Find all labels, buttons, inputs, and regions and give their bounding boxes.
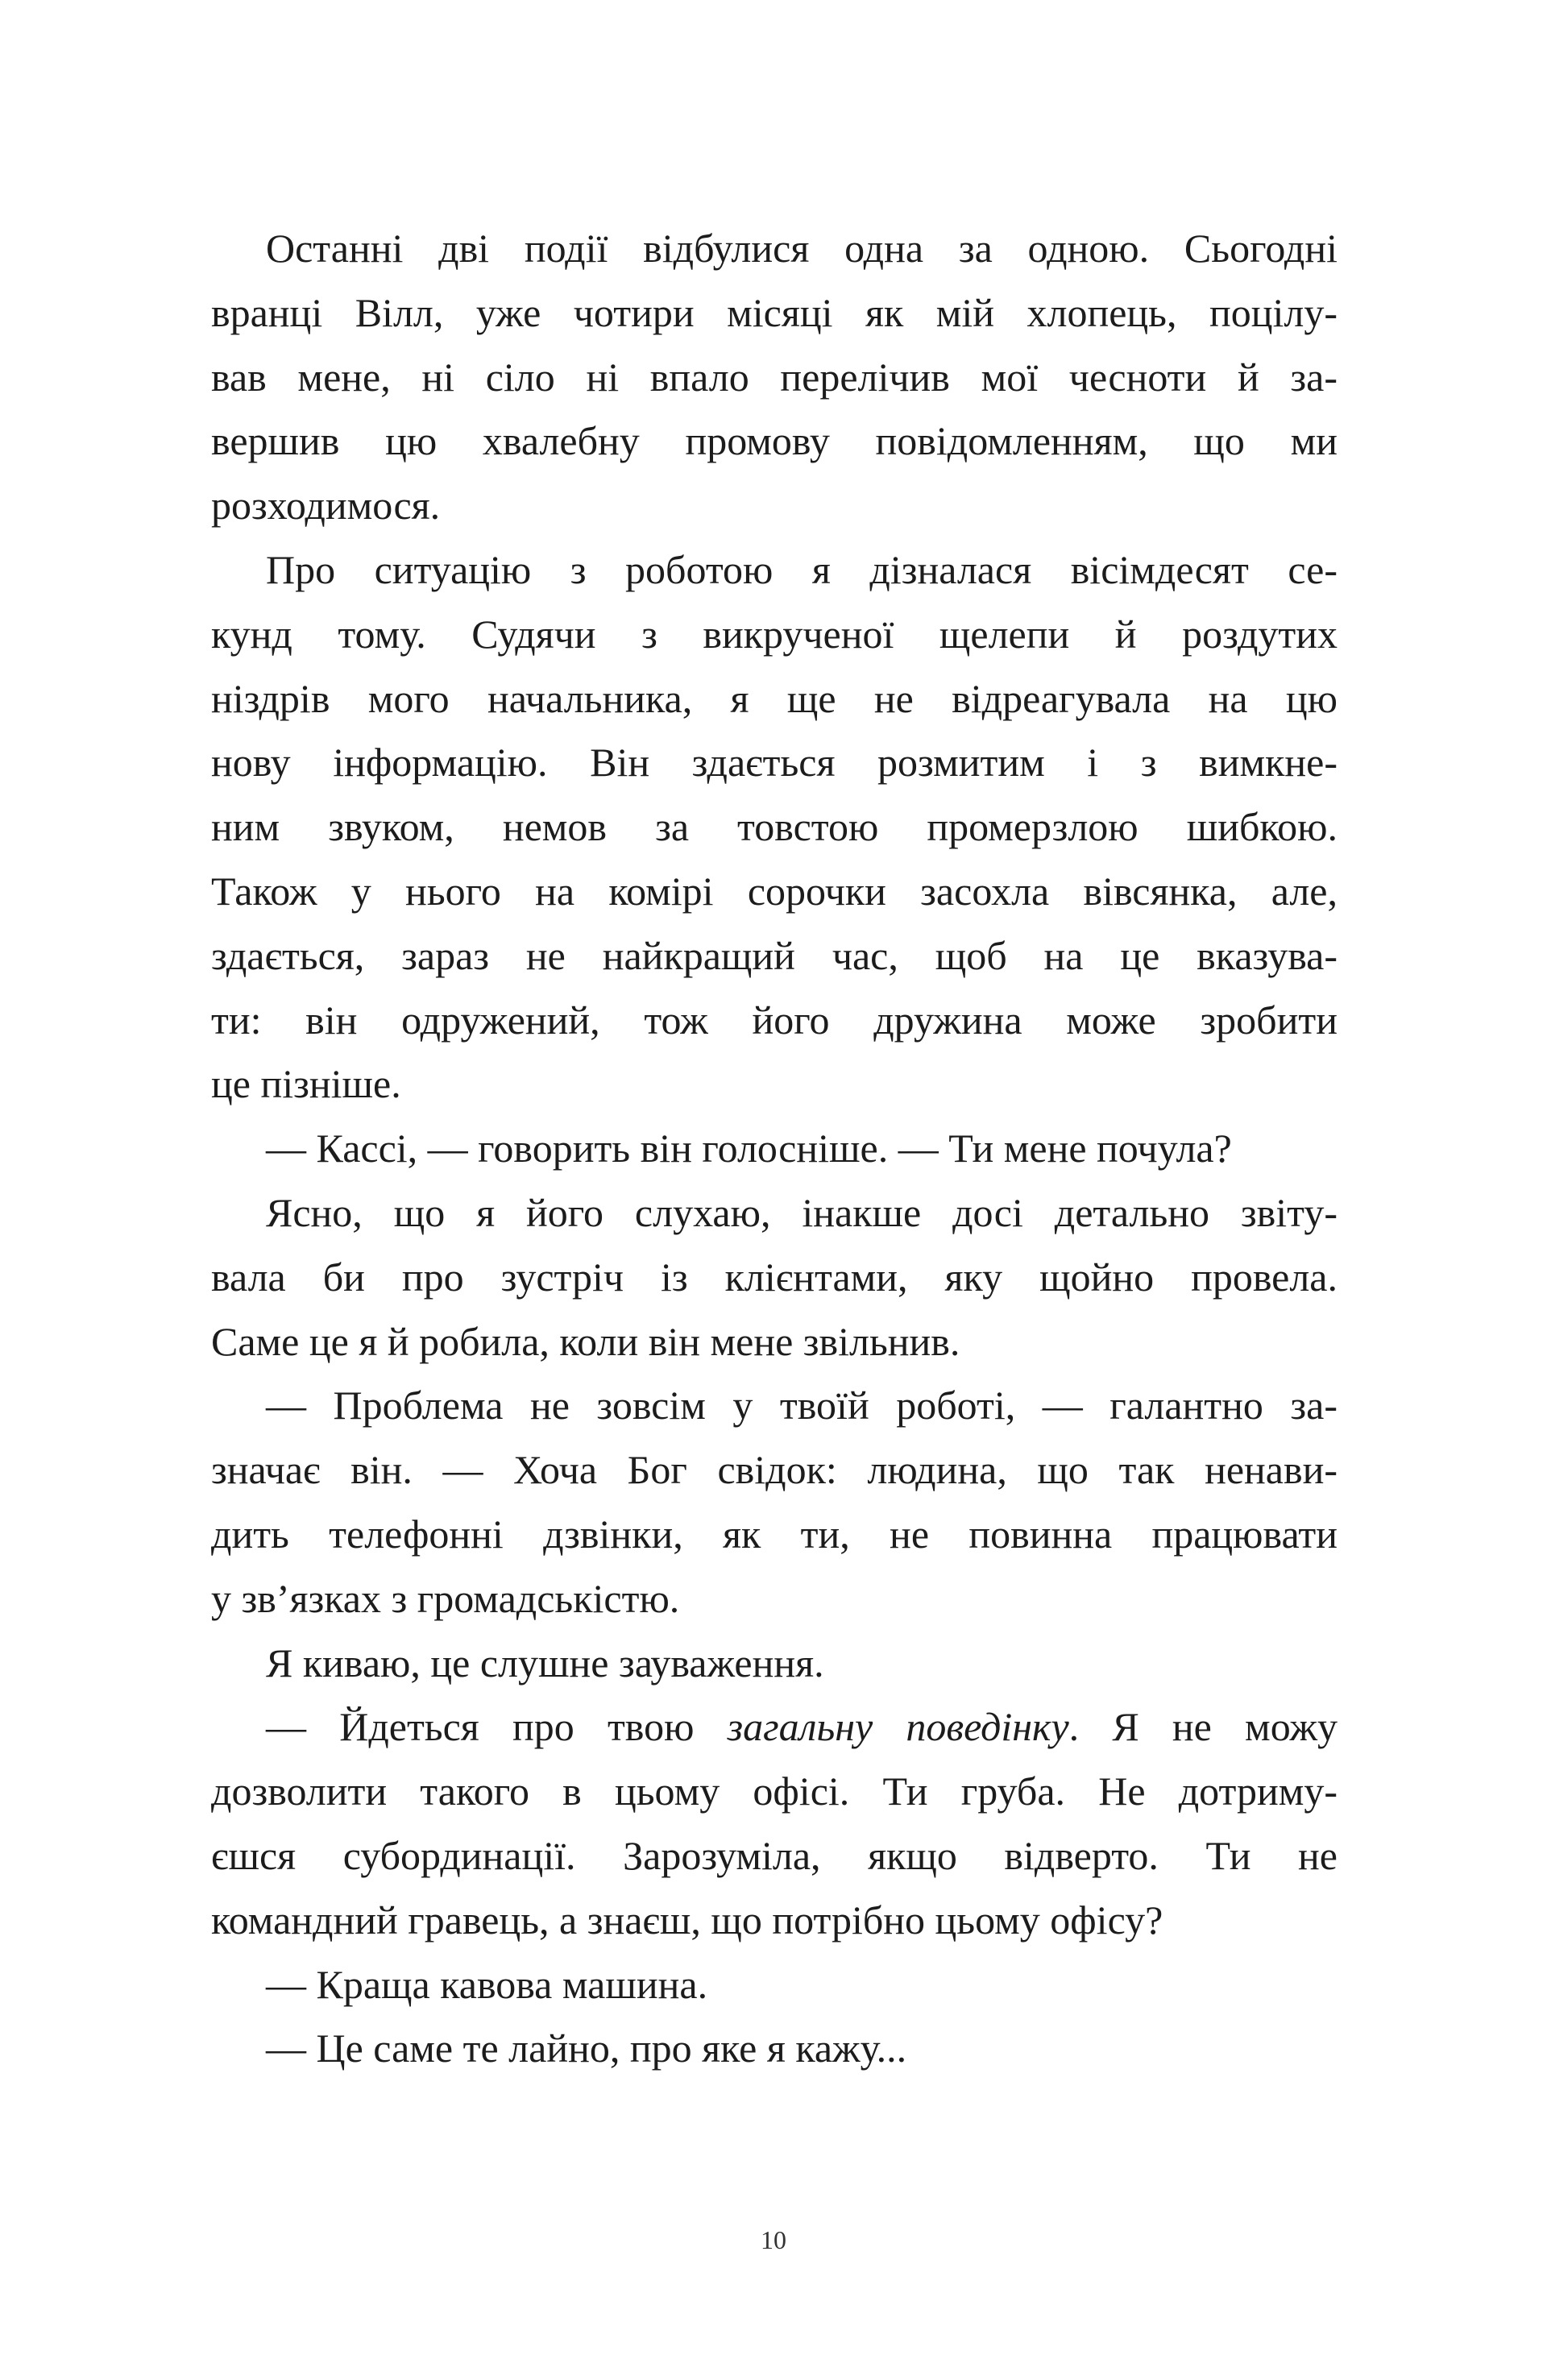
text-line: ти: він одружений, тож його дружина може зробити: [211, 997, 1338, 1043]
text-line: вав мене, ні сіло ні впало перелічив мої чесноти й за-: [211, 354, 1338, 400]
text-line: здається, зараз не найкращий час, щоб на це вказува-: [211, 932, 1338, 978]
text-line: єшся субординації. Зарозуміла, якщо відверто. Ти не: [211, 1832, 1338, 1878]
text-line: — Це саме те лайно, про яке я кажу...: [266, 2025, 907, 2071]
text-line: Також у нього на комірі сорочки засохла вівсянка, але,: [211, 868, 1338, 914]
text-line: — Кассі, — говорить він голосніше. — Ти мене почула?: [266, 1126, 1232, 1171]
text-line: — Проблема не зовсім у твоїй роботі, — галантно за-: [266, 1383, 1338, 1428]
text-line: — Краща кавова машина.: [266, 1961, 708, 2007]
text-line: значає він. — Хоча Бог свідок: людина, що так ненави-: [211, 1447, 1338, 1493]
text-line: Про ситуацію з роботою я дізналася вісімдесят се-: [266, 546, 1338, 592]
text-line: [211, 1695, 1338, 1760]
text-line: командний гравець, а знаєш, що потрібно цьому офісу?: [211, 1897, 1163, 1943]
page-number: 10: [761, 2225, 786, 2254]
text-line: Ясно, що я його слухаю, інакше досі детально звіту-: [266, 1189, 1338, 1235]
text-line: розходимося.: [211, 483, 441, 529]
italic-emphasis: загальну поведінку: [727, 1704, 1069, 1750]
text-line: Останні дві події відбулися одна за одною. Сьогодні: [266, 226, 1338, 271]
text-segment: . Я не можу: [1068, 1704, 1338, 1750]
text-line: нову інформацію. Він здається розмитим і з вимкне-: [211, 740, 1338, 786]
text-line: вала би про зустріч із клієнтами, яку щойно провела.: [211, 1254, 1338, 1300]
text-line: дить телефонні дзвінки, як ти, не повинна працювати: [211, 1511, 1338, 1557]
text-line: Саме це я й робила, коли він мене звільнив.: [211, 1318, 960, 1364]
body-text: [211, 217, 1338, 2081]
text-line: ним звуком, немов за товстою промерзлою шибкою.: [211, 804, 1338, 850]
text-segment: — Йдеться про твою: [266, 1704, 728, 1750]
text-line: Я киваю, це слушне зауваження.: [266, 1640, 824, 1685]
text-line: у зв’язках з громадськістю.: [211, 1575, 680, 1621]
text-line: це пізніше.: [211, 1061, 401, 1107]
text-line: дозволити такого в цьому офісі. Ти груба. Не дотриму-: [211, 1768, 1338, 1814]
text-line: кунд тому. Судячи з викрученої щелепи й роздутих: [211, 611, 1338, 657]
text-line: ніздрів мого начальника, я ще не відреагувала на цю: [211, 675, 1338, 721]
text-line: вершив цю хвалебну промову повідомленням, що ми: [211, 418, 1338, 464]
text-line: вранці Вілл, уже чотири місяці як мій хлопець, поцілу-: [211, 289, 1338, 335]
